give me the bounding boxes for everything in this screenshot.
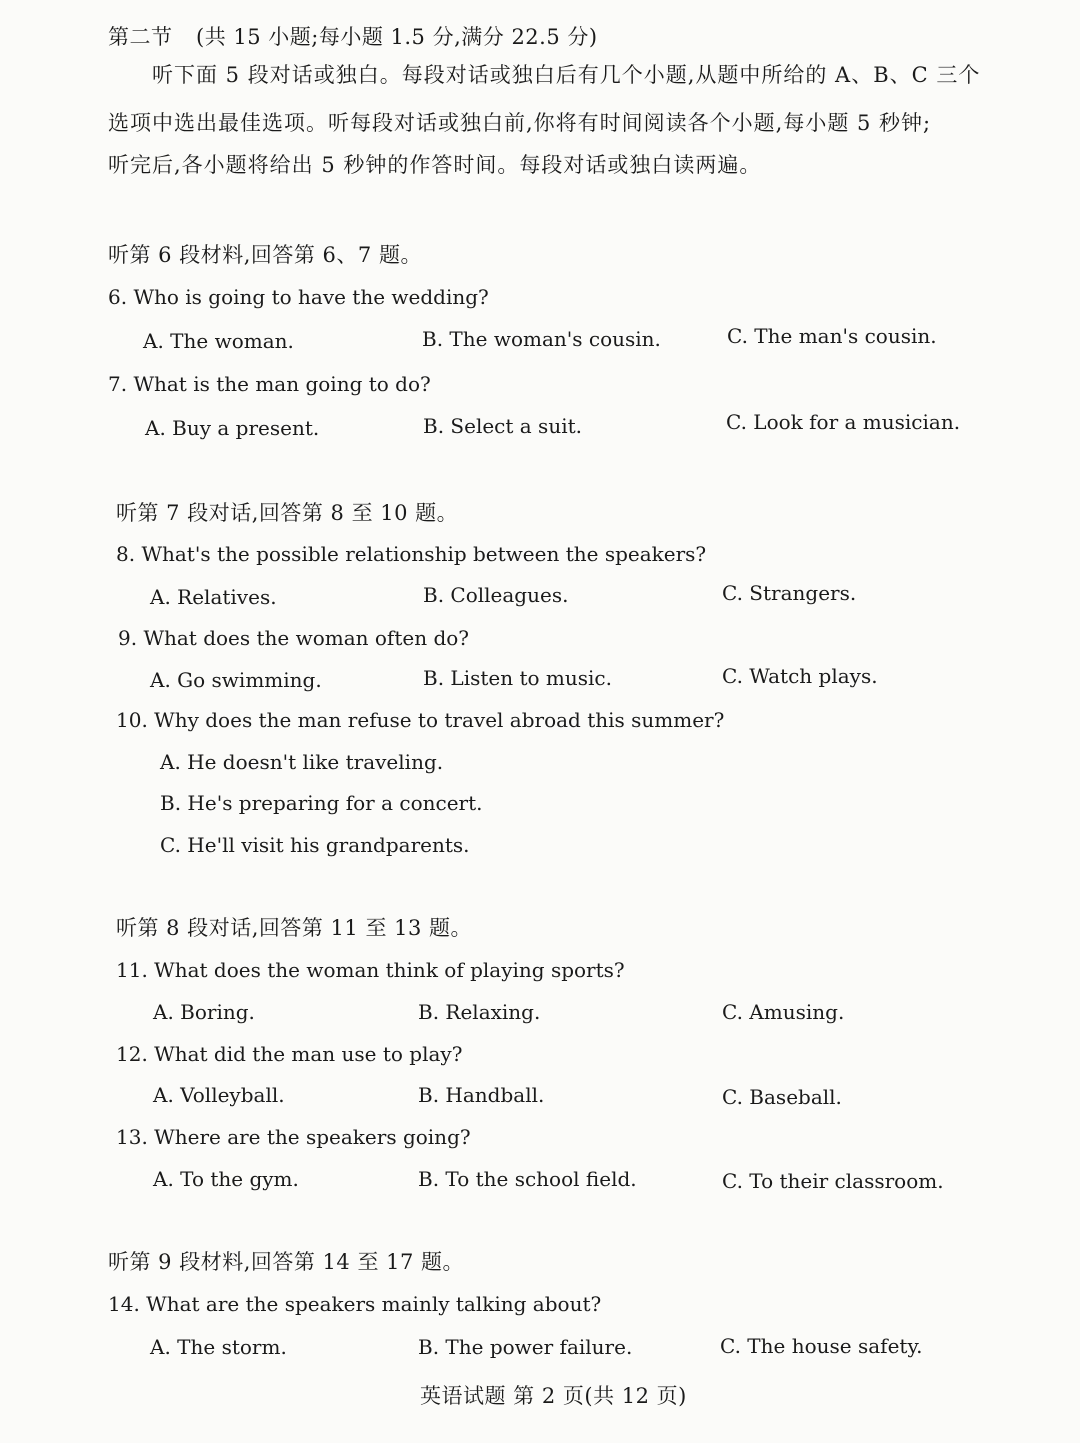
page-footer: 英语试题 第 2 页(共 12 页): [420, 1384, 687, 1408]
instruction-line: 听完后,各小题将给出 5 秒钟的作答时间。每段对话或独白读两遍。: [108, 153, 762, 177]
option-b: B. Relaxing.: [418, 1000, 541, 1024]
option-a: A. Relatives.: [150, 585, 277, 609]
group-header: 听第 8 段对话,回答第 11 至 13 题。: [116, 916, 473, 940]
instruction-line: 听下面 5 段对话或独白。每段对话或独白后有几个小题,从题中所给的 A、B、C 三个: [152, 63, 981, 87]
option-a: A. Go swimming.: [150, 668, 322, 692]
option-a: A. He doesn't like traveling.: [160, 750, 444, 774]
option-a: A. Boring.: [153, 1000, 255, 1024]
section-subtitle: (共 15 小题;每小题 1.5 分,满分 22.5 分): [196, 25, 598, 49]
question-stem: 11. What does the woman think of playing sports?: [116, 958, 625, 982]
option-c: C. Look for a musician.: [726, 410, 961, 434]
question-stem: 7. What is the man going to do?: [108, 372, 431, 396]
question-stem: 13. Where are the speakers going?: [116, 1125, 471, 1149]
question-stem: 8. What's the possible relationship between the speakers?: [116, 542, 707, 566]
option-b: B. Listen to music.: [423, 666, 612, 690]
question-stem: 10. Why does the man refuse to travel abroad this summer?: [116, 708, 725, 732]
option-a: A. Buy a present.: [145, 416, 320, 440]
question-stem: 6. Who is going to have the wedding?: [108, 285, 489, 309]
group-header: 听第 6 段材料,回答第 6、7 题。: [108, 243, 422, 267]
option-a: A. The woman.: [143, 329, 294, 353]
question-stem: 12. What did the man use to play?: [116, 1042, 463, 1066]
option-b: B. To the school field.: [418, 1167, 637, 1191]
option-b: B. Handball.: [418, 1083, 545, 1107]
option-b: B. The woman's cousin.: [422, 327, 661, 351]
option-a: A. The storm.: [150, 1335, 287, 1359]
section-title: 第二节: [108, 25, 173, 49]
option-c: C. The man's cousin.: [727, 324, 937, 348]
group-header: 听第 9 段材料,回答第 14 至 17 题。: [108, 1250, 465, 1274]
option-a: A. To the gym.: [153, 1167, 299, 1191]
option-b: B. Select a suit.: [423, 414, 582, 438]
option-c: C. Watch plays.: [722, 664, 878, 688]
question-stem: 9. What does the woman often do?: [118, 626, 470, 650]
option-c: C. Baseball.: [722, 1085, 842, 1109]
question-stem: 14. What are the speakers mainly talking about?: [108, 1292, 602, 1316]
option-a: A. Volleyball.: [153, 1083, 285, 1107]
option-b: B. Colleagues.: [423, 583, 569, 607]
option-c: C. Strangers.: [722, 581, 857, 605]
option-c: C. The house safety.: [720, 1334, 923, 1358]
option-b: B. The power failure.: [418, 1335, 633, 1359]
option-c: C. Amusing.: [722, 1000, 845, 1024]
instruction-line: 选项中选出最佳选项。听每段对话或独白前,你将有时间阅读各个小题,每小题 5 秒钟;: [108, 111, 932, 135]
group-header: 听第 7 段对话,回答第 8 至 10 题。: [116, 501, 459, 525]
option-c: C. He'll visit his grandparents.: [160, 833, 470, 857]
option-c: C. To their classroom.: [722, 1169, 944, 1193]
option-b: B. He's preparing for a concert.: [160, 791, 483, 815]
